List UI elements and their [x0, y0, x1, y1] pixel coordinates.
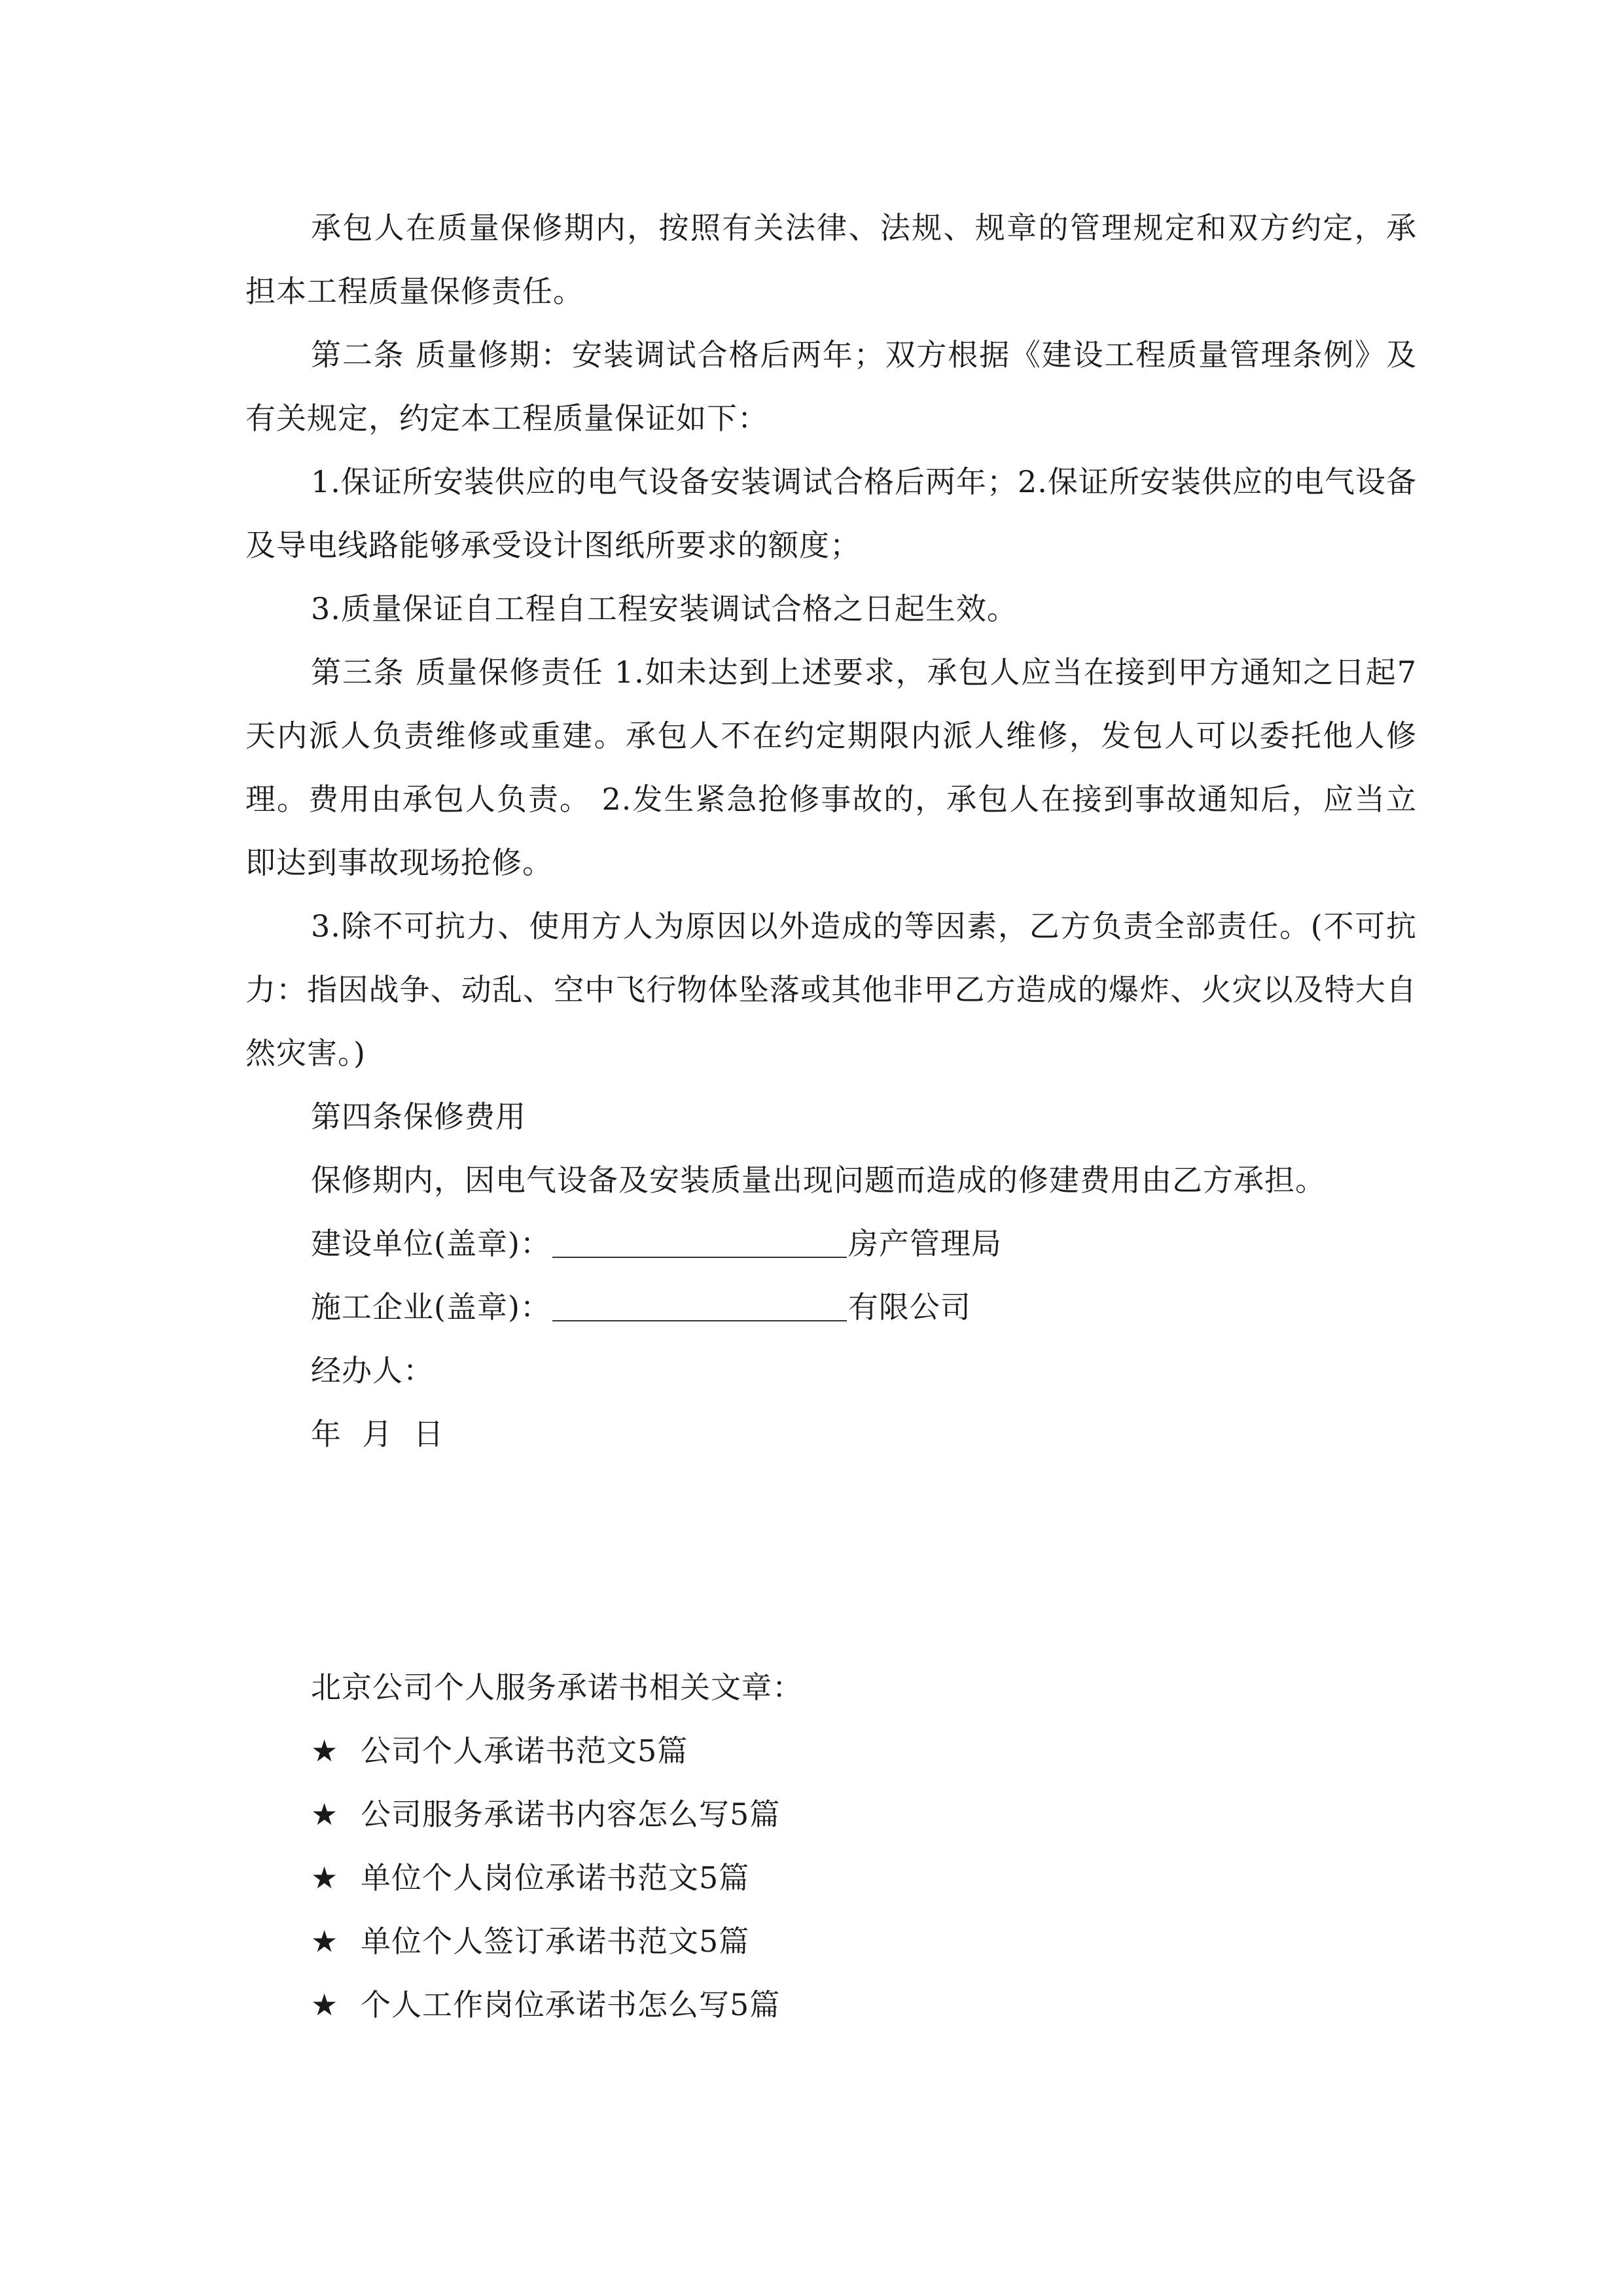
signature-builder	[245, 1212, 1417, 1276]
signature-contractor-blank	[552, 1294, 847, 1321]
related-articles-title: 北京公司个人服务承诺书相关文章：	[311, 1670, 803, 1705]
related-article-link[interactable]	[245, 1973, 1417, 2037]
related-article-title[interactable]: 公司服务承诺书内容怎么写5篇	[361, 1797, 781, 1832]
signature-builder-suffix: 房产管理局	[847, 1226, 1002, 1261]
date-line: 年 月 日	[311, 1416, 444, 1452]
related-article-link[interactable]	[245, 1910, 1417, 1973]
related-article-title[interactable]: 公司个人承诺书范文5篇	[361, 1733, 688, 1768]
signature-builder-label: 建设单位(盖章)：	[311, 1226, 551, 1261]
paragraph-guarantee-1-2: 1.保证所安装供应的电气设备安装调试合格后两年；2.保证所安装供应的电气设备及导电线路能够承受设计图纸所要求的额度；	[245, 464, 1417, 563]
paragraph-article-2: 第二条 质量修期：安装调试合格后两年；双方根据《建设工程质量管理条例》及有关规定，约定本工程质量保证如下：	[245, 337, 1417, 436]
article-4-heading: 第四条保修费用	[311, 1099, 526, 1134]
star-icon: ★	[311, 1924, 339, 1959]
article-4-text: 保修期内，因电气设备及安装质量出现问题而造成的修建费用由乙方承担。	[311, 1162, 1326, 1198]
document-body	[245, 196, 1417, 2037]
star-icon: ★	[311, 1987, 339, 2022]
handler-label: 经办人：	[311, 1353, 434, 1388]
signature-contractor	[245, 1276, 1417, 1339]
star-icon: ★	[311, 1733, 339, 1768]
related-article-title[interactable]: 单位个人签订承诺书范文5篇	[361, 1924, 750, 1959]
paragraph-warranty-intro: 承包人在质量保修期内，按照有关法律、法规、规章的管理规定和双方约定，承担本工程质量保修责任。	[245, 210, 1417, 309]
related-article-link[interactable]	[245, 1719, 1417, 1783]
related-article-title[interactable]: 单位个人岗位承诺书范文5篇	[361, 1860, 750, 1895]
related-article-title[interactable]: 个人工作岗位承诺书怎么写5篇	[361, 1987, 781, 2022]
star-icon: ★	[311, 1797, 339, 1832]
star-icon: ★	[311, 1860, 339, 1895]
signature-builder-blank	[552, 1230, 847, 1258]
signature-contractor-label: 施工企业(盖章)：	[311, 1289, 551, 1325]
related-article-link[interactable]	[245, 1846, 1417, 1910]
paragraph-article-3: 第三条 质量保修责任 1.如未达到上述要求，承包人应当在接到甲方通知之日起7天内派人负责维修或重建。承包人不在约定期限内派人维修，发包人可以委托他人修理。费用由承包人负责。 2.发生紧急抢修事故的，承包人在接到事故通知后，应当立即达到事故现场抢修。	[245, 655, 1417, 880]
section-spacer	[245, 1466, 1417, 1656]
signature-contractor-suffix: 有限公司	[847, 1289, 971, 1325]
related-article-link[interactable]	[245, 1783, 1417, 1846]
paragraph-guarantee-3: 3.质量保证自工程自工程安装调试合格之日起生效。	[311, 591, 1018, 626]
paragraph-force-majeure: 3.除不可抗力、使用方人为原因以外造成的等因素，乙方负责全部责任。(不可抗力：指因战争、动乱、空中飞行物体坠落或其他非甲乙方造成的爆炸、火灾以及特大自然灾害。)	[245, 908, 1417, 1071]
